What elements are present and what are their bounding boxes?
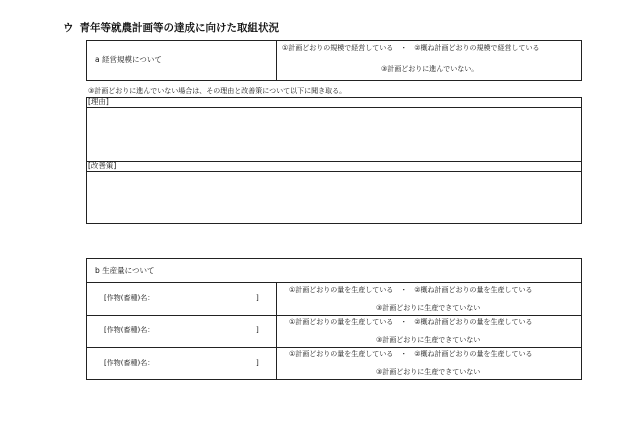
section-b-divider xyxy=(276,282,277,380)
crop-name-close: ] xyxy=(256,294,259,302)
heading-marker: ウ xyxy=(63,22,74,34)
improvement-label-underline xyxy=(86,171,582,172)
crop-name-label: [作物(畜種)名： xyxy=(104,326,155,334)
row-choice-line2[interactable]: ③計画どおりに生産できていない xyxy=(376,368,481,376)
section-b-row-line-2 xyxy=(86,347,582,348)
improvement-value[interactable] xyxy=(90,174,578,220)
reason-label-underline xyxy=(86,107,582,108)
section-heading xyxy=(63,23,279,34)
note-line: ③計画どおりに進んでいない場合は、その理由と改善策について以下に聞き取る。 xyxy=(88,87,347,95)
improvement-label: [改善策] xyxy=(88,161,117,170)
crop-name-label: [作物(畜種)名： xyxy=(104,294,155,302)
section-b-header-line xyxy=(86,282,582,283)
section-a-divider xyxy=(276,40,277,81)
reason-value[interactable] xyxy=(90,110,578,158)
section-a-label: a 経営規模について xyxy=(95,55,162,64)
row-choice-line1[interactable]: ①計画どおりの量を生産している ・ ②概ね計画どおりの量を生産している xyxy=(289,350,533,358)
reason-label: [理由] xyxy=(88,97,109,106)
section-b-row-line-1 xyxy=(86,315,582,316)
row-choice-line1[interactable]: ①計画どおりの量を生産している ・ ②概ね計画どおりの量を生産している xyxy=(289,286,533,294)
row-choice-line2[interactable]: ③計画どおりに生産できていない xyxy=(376,336,481,344)
crop-name-close: ] xyxy=(256,326,259,334)
crop-name-label: [作物(畜種)名： xyxy=(104,359,155,367)
heading-title: 青年等就農計画等の達成に向けた取組状況 xyxy=(79,22,279,34)
row-choice-line2[interactable]: ③計画どおりに生産できていない xyxy=(376,304,481,312)
section-a-choice-line2[interactable]: ③計画どおりに進んでいない。 xyxy=(381,65,479,73)
section-b-label: b 生産量について xyxy=(95,266,155,275)
section-a-choice-line1[interactable]: ①計画どおりの規模で経営している ・ ②概ね計画どおりの規模で経営している xyxy=(282,44,540,52)
row-choice-line1[interactable]: ①計画どおりの量を生産している ・ ②概ね計画どおりの量を生産している xyxy=(289,318,533,326)
crop-name-close: ] xyxy=(256,359,259,367)
